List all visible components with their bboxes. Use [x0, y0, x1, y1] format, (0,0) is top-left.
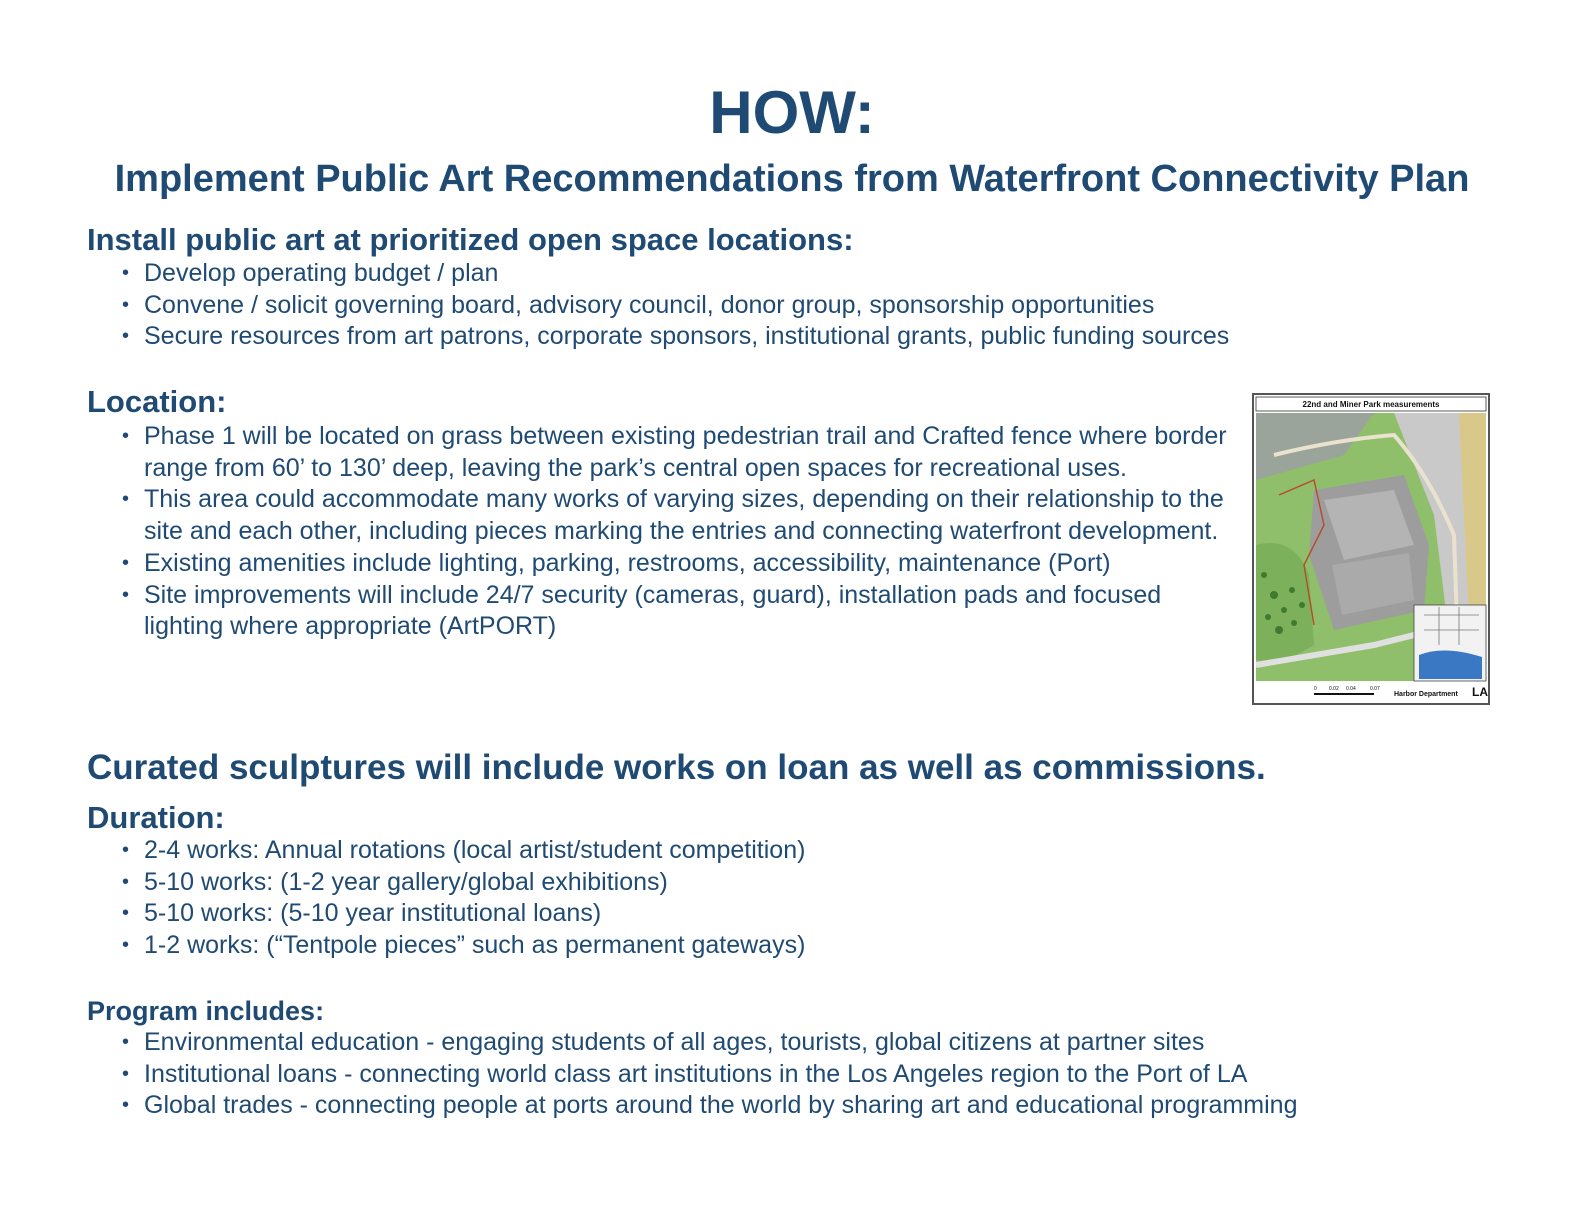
- list-item: • Existing amenities include lighting, parking, restrooms, accessibility, maintenance (Port): [122, 548, 1232, 580]
- install-list: [122, 258, 1229, 353]
- list-item: • Global trades - connecting people at ports around the world by sharing art and educational programming: [122, 1090, 1297, 1122]
- list-item: • 5-10 works: (5-10 year institutional loans): [122, 898, 805, 930]
- scale-label: 0.04: [1346, 686, 1356, 692]
- list-item: • Secure resources from art patrons, corporate sponsors, institutional grants, public funding sources: [122, 321, 1229, 353]
- list-item: • 5-10 works: (1-2 year gallery/global exhibitions): [122, 867, 805, 899]
- duration-heading: Duration:: [87, 800, 225, 835]
- park-map-image: [1254, 395, 1488, 703]
- page-subtitle: Implement Public Art Recommendations from Waterfront Connectivity Plan: [114, 158, 1470, 200]
- aerial-photo: [1256, 413, 1486, 681]
- page-title: HOW:: [709, 79, 875, 146]
- list-item: • Site improvements will include 24/7 security (cameras, guard), installation pads and focused lighting where appropriate (ArtPORT): [122, 580, 1232, 643]
- list-item: • 2-4 works: Annual rotations (local artist/student competition): [122, 835, 805, 867]
- program-heading: Program includes:: [87, 996, 325, 1026]
- scale-label: 0.02: [1329, 686, 1339, 692]
- location-list: [122, 421, 1232, 643]
- list-item: • Institutional loans - connecting world class art institutions in the Los Angeles region to the Port of LA: [122, 1059, 1297, 1091]
- curated-heading: Curated sculptures will include works on loan as well as commissions.: [87, 748, 1266, 787]
- map-title: 22nd and Miner Park measurements: [1302, 400, 1440, 409]
- scale-label: 0: [1314, 686, 1317, 692]
- program-list: [122, 1027, 1297, 1122]
- list-item: • This area could accommodate many works of varying sizes, depending on their relationship to the site and each other, including pieces marking the entries and connecting waterfront development.: [122, 484, 1232, 547]
- list-item: • Phase 1 will be located on grass between existing pedestrian trail and Crafted fence where border range from 60’ to 130’ deep, leaving the park’s central open spaces for recreational uses.: [122, 421, 1232, 484]
- duration-list: [122, 835, 805, 962]
- map-department: Harbor Department: [1394, 691, 1458, 698]
- install-heading: Install public art at prioritized open space locations:: [87, 222, 854, 257]
- la-logo: LA: [1472, 685, 1488, 699]
- list-item: • Environmental education - engaging students of all ages, tourists, global citizens at partner sites: [122, 1027, 1297, 1059]
- location-heading: Location:: [87, 384, 227, 419]
- scale-label: 0.07: [1370, 686, 1380, 692]
- list-item: • Convene / solicit governing board, advisory council, donor group, sponsorship opportunities: [122, 290, 1229, 322]
- list-item: • Develop operating budget / plan: [122, 258, 1229, 290]
- park-map: [1252, 393, 1490, 705]
- list-item: • 1-2 works: (“Tentpole pieces” such as permanent gateways): [122, 930, 805, 962]
